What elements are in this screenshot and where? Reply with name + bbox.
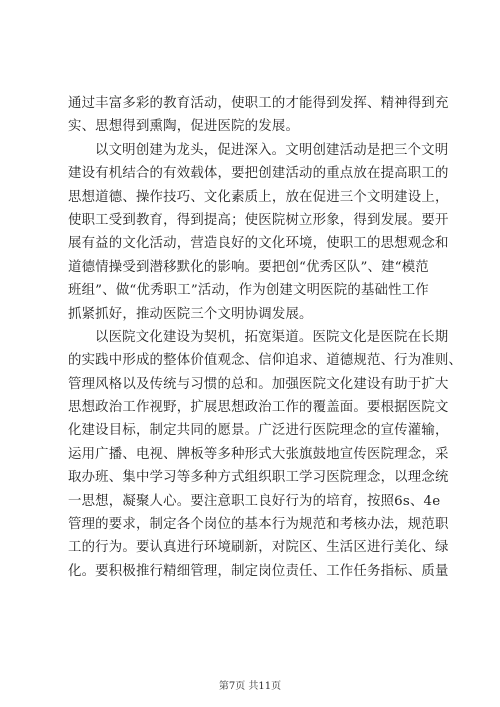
text-line: 展有益的文化活动，营造良好的文化环境，使职工的思想观念和: [68, 236, 449, 252]
text-line: 思想政治工作视野，扩展思想政治工作的覆盖面。要根据医院文: [68, 400, 449, 416]
text-line: 化建设目标，制定共同的愿景。广泛进行医院理念的宣传灌输，: [68, 423, 449, 439]
text-line: 管理风格以及传统与习惯的总和。加强医院文化建设有助于扩大: [68, 376, 449, 392]
text-line: 的实践中形成的整体价值观念、信仰追求、道德规范、行为准则、: [68, 353, 463, 369]
text-line: 建设有机结合的有效载体，要把创建活动的重点放在提高职工的: [68, 166, 449, 182]
paragraph-start-line: 以医院文化建设为契机，拓宽渠道。医院文化是医院在长期: [95, 329, 449, 345]
text-line: 通过丰富多彩的教育活动，使职工的才能得到发挥、精神得到充: [68, 96, 449, 111]
text-line: 班组”、做“优秀职工”活动，作为创建文明医院的基础性工作: [68, 283, 429, 299]
text-line: 思想道德、操作技巧、文化素质上，放在促进三个文明建设上，: [68, 189, 449, 205]
paragraph-start-line: 以文明创建为龙头，促进深入。文明创建活动是把三个文明: [95, 142, 449, 158]
page-footer: 第7页 共11页: [218, 681, 282, 692]
text-line: 实、思想得到熏陶，促进医院的发展。: [68, 119, 300, 135]
text-line: 化。要积极推行精细管理，制定岗位责任、工作任务指标、质量: [68, 563, 449, 579]
text-line: 道德情操受到潜移默化的影响。要把创“优秀区队”、建“模范: [68, 259, 429, 275]
text-line: 运用广播、电视、牌板等多种形式大张旗鼓地宣传医院理念，采: [68, 446, 449, 462]
document-body: [68, 92, 463, 583]
text-line: 工的行为。要认真进行环境刷新，对院区、生活区进行美化、绿: [68, 540, 449, 556]
text-line: 管理的要求，制定各个岗位的基本行为规范和考核办法，规范职: [68, 517, 449, 533]
text-line: 取办班、集中学习等多种方式组织职工学习医院理念，以理念统: [68, 470, 449, 486]
text-line: 使职工受到教育，得到提高；使医院树立形象，得到发展。要开: [68, 212, 449, 228]
text-line: 抓紧抓好，推动医院三个文明协调发展。: [68, 306, 313, 322]
text-line: 一思想，凝聚人心。要注意职工良好行为的培育，按照6s、4e: [68, 493, 441, 509]
